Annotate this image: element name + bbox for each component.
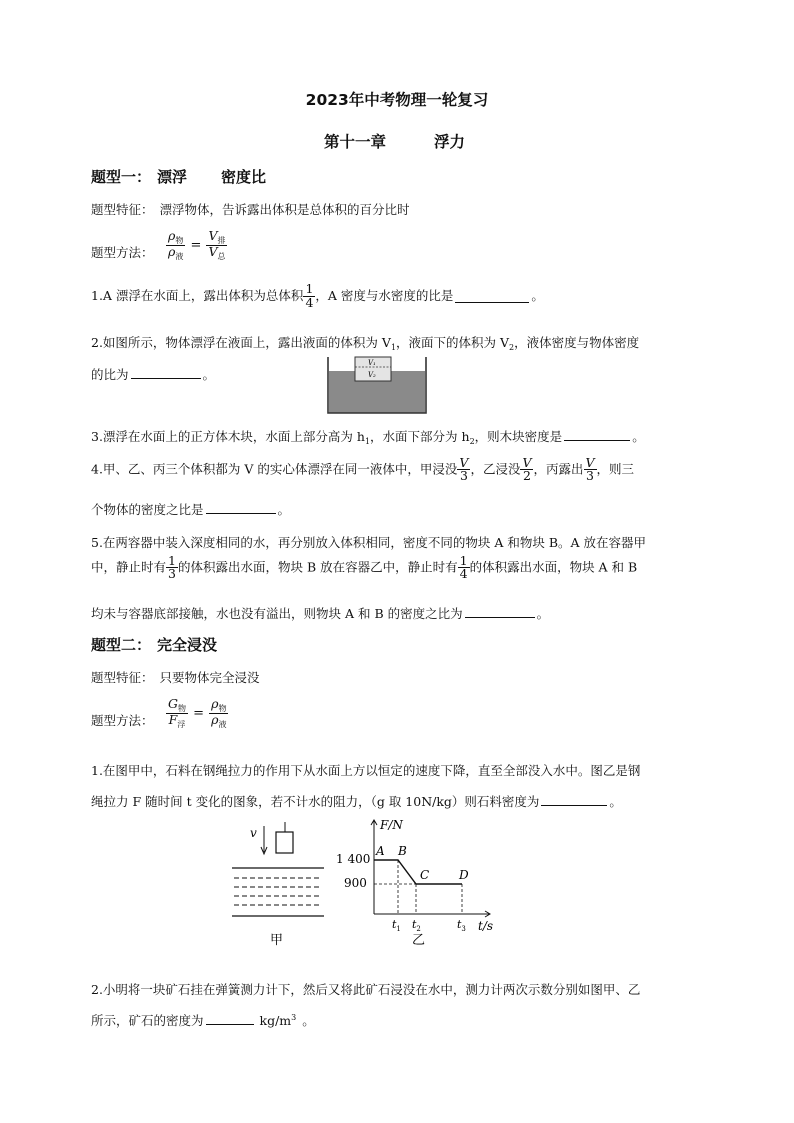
question-1-5-line1: 5.在两容器中装入深度相同的水，再分别放入体积相同，密度不同的物块 A 和物块 B。A 放在容器甲 xyxy=(91,535,647,550)
formula-left-fraction: $\frac{G_物}{F_浮}$ xyxy=(168,696,186,729)
section1-method-label: 题型方法： xyxy=(91,245,154,260)
velocity-label: v xyxy=(250,826,257,840)
question-2-1-line2: 绳拉力 F 随时间 t 变化的图象，若不计水的阻力，（g 取 10N/kg）则石料密度为 。 xyxy=(91,794,622,809)
answer-blank[interactable] xyxy=(465,605,535,618)
chapter-name: 浮力 xyxy=(434,133,466,151)
answer-blank[interactable] xyxy=(206,1012,254,1025)
question-1-5-line2: 中，静止时有 $\frac{1}{3}$ 的体积露出水面，物块 B 放在容器乙中，静止时有 $\frac{1}{4}$ 的体积露出水面，物块 A 和 B xyxy=(91,552,638,581)
tick-t3: $t_3$ xyxy=(457,918,466,933)
tick-t1: $t_1$ xyxy=(392,918,401,933)
answer-blank[interactable] xyxy=(564,428,630,441)
section2-heading xyxy=(91,634,217,655)
point-b-label: B xyxy=(398,844,407,858)
question-1-5-line3: 均未与容器底部接触，水也没有溢出，则物块 A 和 B 的密度之比为 。 xyxy=(91,606,550,621)
section1-heading-label: 题型一： xyxy=(91,168,152,186)
point-d-label: D xyxy=(459,868,469,882)
question-1-4-line1: 4.甲、乙、丙三个体积都为 V 的实心体漂浮在同一液体中，甲浸没 $\frac{V}{3}$ ，乙浸没 $\frac{V}{2}$ ，丙露出 $\frac{V}{3}$ ，则三 xyxy=(91,454,635,483)
question-1-4-line2: 个物体的密度之比是 。 xyxy=(91,502,291,517)
section2-heading-label: 题型二： xyxy=(91,636,152,654)
answer-blank[interactable] xyxy=(206,501,276,514)
question-1-2-line2: 的比为 。 xyxy=(91,367,216,382)
tick-t2: $t_2$ xyxy=(412,918,421,933)
figure-yi-caption: 乙 xyxy=(412,933,426,948)
figure-jia xyxy=(228,818,332,950)
point-c-label: C xyxy=(420,868,430,882)
answer-blank[interactable] xyxy=(131,366,201,379)
question-1-3: 3.漂浮在水面上的正方体木块，水面上部分高为 $h_1$，水面下部分为 $h_2$，则木块密度是 。 xyxy=(91,429,645,446)
section1-heading-a: 漂浮 xyxy=(157,168,188,186)
tick-900: 900 xyxy=(344,876,367,890)
formula-right-fraction: $\frac{\rho_物}{\rho_液}$ xyxy=(211,696,227,729)
y-axis-label: F/N xyxy=(380,818,403,832)
answer-blank[interactable] xyxy=(455,290,529,303)
stone-block xyxy=(276,832,293,853)
formula-equals: = xyxy=(190,238,202,253)
section2-heading-a: 完全浸没 xyxy=(157,636,218,654)
tick-1400: 1 400 xyxy=(336,852,371,866)
feature-text: 漂浮物体，告诉露出体积是总体积的百分比时 xyxy=(159,202,410,217)
x-axis-label: t/s xyxy=(478,919,494,933)
section1-heading xyxy=(91,166,266,187)
force-curve xyxy=(374,860,462,884)
floating-block-figure xyxy=(325,353,429,415)
formula-equals: = xyxy=(193,706,204,721)
document-title: 2023年中考物理一轮复习 xyxy=(305,91,489,109)
section1-feature xyxy=(91,200,410,218)
chapter-number: 第十一章 xyxy=(324,133,387,151)
answer-blank[interactable] xyxy=(541,793,607,806)
section2-feature: 题型特征： 只要物体完全浸没 xyxy=(91,670,260,685)
formula-right-fraction: $\frac{V_排}{V_总}$ xyxy=(208,228,226,261)
label-v2: V₂ xyxy=(368,371,376,379)
formula-left-fraction: $\frac{\rho_物}{\rho_液}$ xyxy=(168,228,184,261)
question-2-1-line1: 1.在图甲中，石料在钢绳拉力的作用下从水面上方以恒定的速度下降，直至全部没入水中。图乙是钢 xyxy=(91,763,641,778)
question-1-1: 1.A 漂浮在水面上，露出体积为总体积 $\frac{1}{4}$ ，A 密度与水密度的比是 。 xyxy=(91,281,544,310)
feature-label: 题型特征： xyxy=(91,202,154,217)
question-2-2-line1: 2.小明将一块矿石挂在弹簧测力计下，然后又将此矿石浸没在水中，测力计两次示数分别如图甲、乙 xyxy=(91,982,641,997)
section1-formula xyxy=(166,230,227,261)
question-1-2-line1: 2.如图所示，物体漂浮在液面上，露出液面的体积为 $V_1$，液面下的体积为 $V_2$，液体密度与物体密度 xyxy=(91,335,640,352)
section2-formula xyxy=(166,698,228,729)
figure-jia-caption: 甲 xyxy=(270,933,284,948)
section1-heading-b: 密度比 xyxy=(221,168,267,186)
question-2-2-line2: 所示，矿石的密度为 $kg/m^3$ 。 xyxy=(91,1012,315,1028)
point-a-label: A xyxy=(376,844,385,858)
figure-yi-chart xyxy=(332,812,502,952)
label-v1: V₁ xyxy=(368,359,376,367)
section2-method-label: 题型方法： xyxy=(91,713,154,728)
